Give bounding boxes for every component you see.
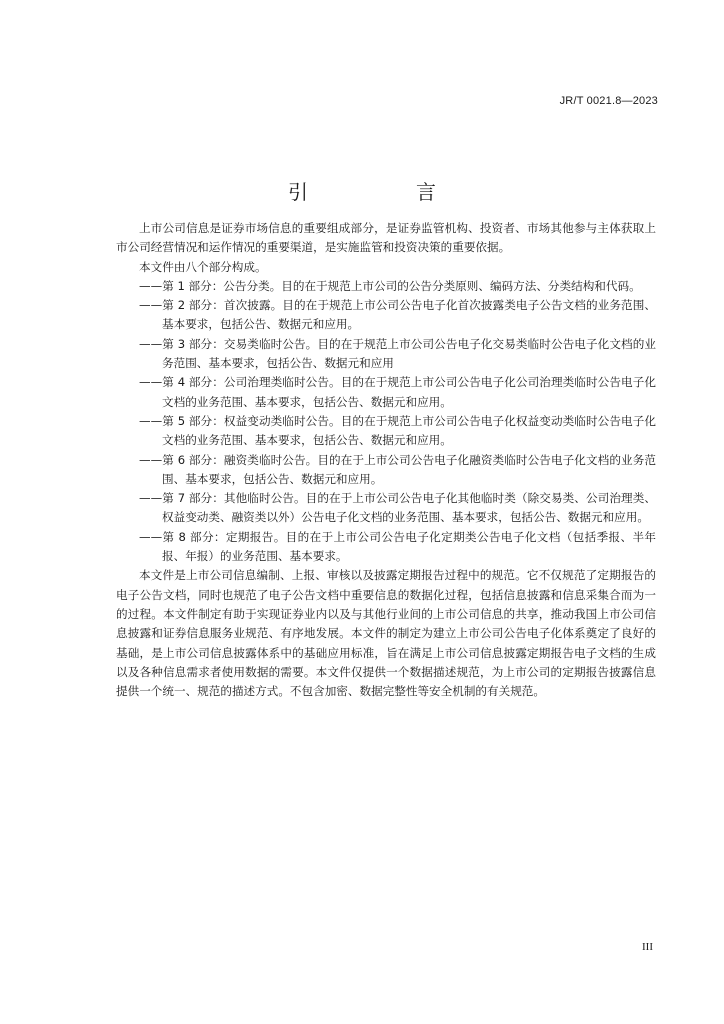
body-text bbox=[116, 219, 656, 701]
standard-code: JR/T 0021.8—2023 bbox=[559, 95, 658, 107]
part-item-2: ——第 2 部分：首次披露。目的在于规范上市公司公告电子化首次披露类电子公告文档的业务范围、基本要求，包括公告、数据元和应用。 bbox=[139, 298, 656, 332]
page-title: 引 言 bbox=[288, 180, 480, 205]
part-item-4: ——第 4 部分：公司治理类临时公告。目的在于规范上市公司公告电子化公司治理类临时公告电子化文档的业务范围、基本要求，包括公告、数据元和应用。 bbox=[139, 375, 656, 409]
intro-paragraph: 上市公司信息是证券市场信息的重要组成部分，是证券监管机构、投资者、市场其他参与主体获取上市公司经营情况和运作情况的重要渠道，是实施监管和投资决策的重要依据。 bbox=[116, 221, 656, 255]
page-number: III bbox=[642, 941, 653, 953]
closing-paragraph: 本文件是上市公司信息编制、上报、审核以及披露定期报告过程中的规范。它不仅规范了定期报告的电子公告文档，同时也规范了电子公告文档中重要信息的数据化过程，包括信息披露和信息采集合而为一的过程。本文件制定有助于实现证券业内以及与其他行业间的上市公司信息的共享，推动我国上市公司信息披露和证券信息服务业规范、有序地发展。本文件的制定为建立上市公司公告电子化体系奠定了良好的基础，是上市公司信息披露体系中的基础应用标准，旨在满足上市公司信息披露定期报告电子文档的生成以及各种信息需求者使用数据的需要。本文件仅提供一个数据描述规范，为上市公司的定期报告披露信息提供一个统一、规范的描述方式。不包含加密、数据完整性等安全机制的有关规范。 bbox=[116, 568, 656, 699]
part-item-1: ——第 1 部分：公告分类。目的在于规范上市公司的公告分类原则、编码方法、分类结构和代码。 bbox=[139, 278, 641, 293]
parts-intro-paragraph: 本文件由八个部分构成。 bbox=[139, 259, 267, 274]
part-item-5: ——第 5 部分：权益变动类临时公告。目的在于规范上市公司公告电子化权益变动类临时公告电子化文档的业务范围、基本要求，包括公告、数据元和应用。 bbox=[139, 413, 656, 448]
part-item-7: ——第 7 部分：其他临时公告。目的在于上市公司公告电子化其他临时类（除交易类、公司治理类、权益变动类、融资类以外）公告电子化文档的业务范围、基本要求，包括公告、数据元和应用。 bbox=[139, 491, 656, 525]
part-item-6: ——第 6 部分：融资类临时公告。目的在于上市公司公告电子化融资类临时公告电子化文档的业务范围、基本要求，包括公告、数据元和应用。 bbox=[139, 452, 656, 486]
part-item-8: ——第 8 部分：定期报告。目的在于上市公司公告电子化定期类公告电子化文档（包括季报、半年报、年报）的业务范围、基本要求。 bbox=[139, 529, 656, 564]
part-item-3: ——第 3 部分：交易类临时公告。目的在于规范上市公司公告电子化交易类临时公告电子化文档的业务范围、基本要求，包括公告、数据元和应用 bbox=[139, 336, 656, 371]
